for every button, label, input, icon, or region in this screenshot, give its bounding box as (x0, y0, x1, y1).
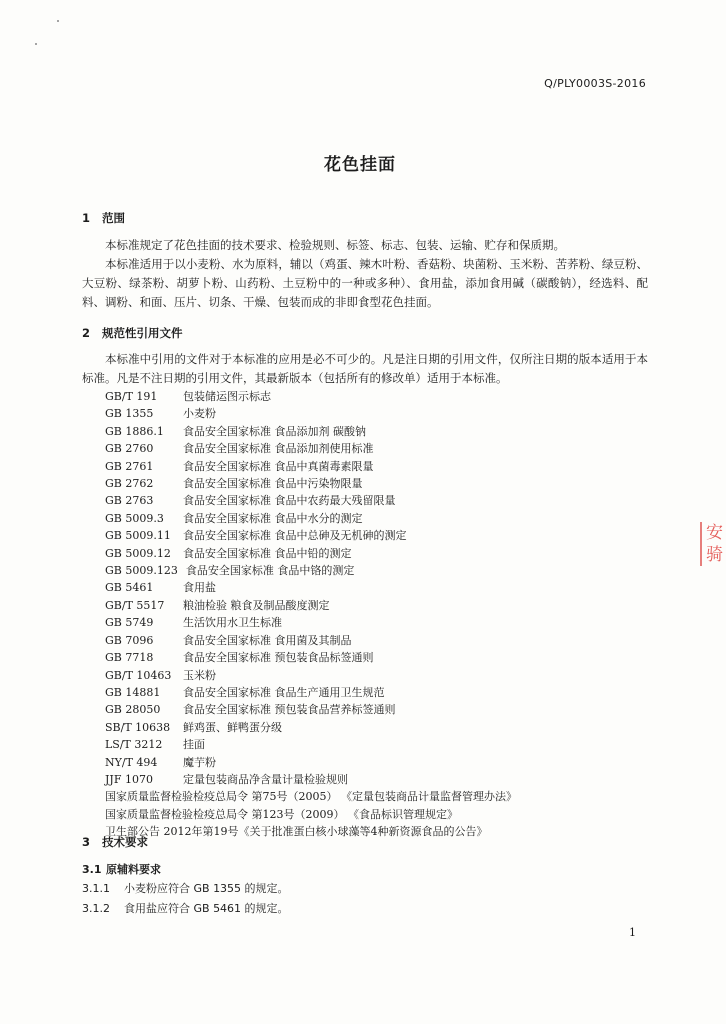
reference-code: NY/T 494 (105, 755, 158, 769)
reference-title: 食品安全国家标准 食品中铅的测定 (183, 546, 352, 560)
section-heading-2 (82, 325, 183, 341)
reference-code: GB 5009.11 (105, 529, 171, 543)
reference-title: 挂面 (183, 738, 205, 752)
reference-item (105, 423, 665, 440)
section-number: 2 (82, 326, 91, 340)
reference-item (105, 510, 665, 527)
section-title: 规范性引用文件 (102, 326, 183, 340)
reference-title: 魔芋粉 (183, 755, 216, 769)
reference-code: GB 5009.123 (105, 564, 178, 578)
reference-title: 食品安全国家标准 食品添加剂 碳酸钠 (183, 424, 366, 438)
section-number: 3 (82, 835, 91, 849)
reference-code: GB 5009.3 (105, 511, 164, 525)
scope-paragraph: 本标准适用于以小麦粉、水为原料，辅以（鸡蛋、辣木叶粉、香菇粉、块菌粉、玉米粉、苦荞粉、绿豆粉、大豆粉、绿茶粉、胡萝卜粉、山药粉、土豆粉中的一种或多种）、食用盐，添加食用碱（碳酸钠），经选料、配料、调粉、和面、压片、切条、干燥、包装而成的非即食型花色挂面。 (82, 257, 648, 309)
reference-code: GB 7718 (105, 651, 154, 665)
reference-title: 包装储运图示标志 (183, 390, 271, 403)
references-intro-text: 本标准中引用的文件对于本标准的应用是必不可少的。凡是注日期的引用文件，仅所注日期的版本适用于本标准。凡是不注日期的引用文件，其最新版本（包括所有的修改单）适用于本标准。 (82, 352, 648, 385)
reference-code: GB 5749 (105, 616, 154, 630)
reference-item (105, 614, 665, 631)
document-title: 花色挂面 (324, 155, 396, 175)
reference-item (105, 719, 665, 736)
reference-code: SB/T 10638 (105, 720, 171, 734)
subsection-number: 3.1.2 (82, 902, 110, 915)
reference-code: GB 2763 (105, 494, 154, 508)
reference-item (105, 527, 665, 544)
reference-code: GB 5009.12 (105, 546, 171, 560)
reference-item (105, 458, 665, 475)
scope-text (82, 236, 648, 312)
reference-item (105, 667, 665, 684)
reference-item (105, 771, 665, 788)
reference-code: GB 5461 (105, 581, 154, 595)
regulation-item: 卫生部公告 2012年第19号《关于批准蛋白核小球藻等4种新资源食品的公告》 (105, 825, 488, 839)
reference-code: LS/T 3212 (105, 738, 163, 752)
reference-item (105, 440, 665, 457)
subsection-3-1 (82, 861, 161, 877)
reference-item (105, 405, 665, 422)
reference-title: 食用盐 (183, 581, 216, 595)
reference-item (105, 388, 665, 405)
scan-speck (57, 20, 59, 22)
reference-item (105, 597, 665, 614)
reference-code: GB 1886.1 (105, 424, 164, 438)
seam-stamp (700, 522, 726, 566)
subsection-3-1-2 (82, 900, 289, 916)
regulation-item: 国家质量监督检验检疫总局令 第75号（2005） 《定量包装商品计量监督管理办法》 (105, 790, 517, 804)
section-title: 技术要求 (102, 835, 148, 849)
reference-item (105, 754, 665, 771)
reference-title: 食品安全国家标准 食品中水分的测定 (183, 511, 363, 525)
reference-title: 食品安全国家标准 食品添加剂使用标准 (183, 442, 374, 456)
reference-title: 食品安全国家标准 食品中污染物限量 (183, 477, 363, 491)
reference-item (105, 649, 665, 666)
reference-title: 食品安全国家标准 预包装食品营养标签通则 (183, 703, 396, 717)
reference-item (105, 736, 665, 753)
section-number: 1 (82, 211, 91, 225)
reference-title: 生活饮用水卫生标准 (183, 616, 282, 630)
reference-title: 小麦粉 (183, 407, 216, 421)
scope-paragraph: 本标准规定了花色挂面的技术要求、检验规则、标签、标志、包装、运输、贮存和保质期。 (105, 238, 565, 252)
reference-code: GB 2762 (105, 477, 154, 491)
reference-item (105, 632, 665, 649)
reference-code: GB 1355 (105, 407, 154, 421)
stamp-char: 骑 (706, 545, 723, 565)
subsection-text: 小麦粉应符合 GB 1355 的规定。 (124, 882, 289, 895)
stamp-char: 安 (706, 523, 723, 543)
reference-item (105, 475, 665, 492)
subsection-3-1-1 (82, 880, 289, 896)
reference-title: 食品安全国家标准 预包装食品标签通则 (183, 651, 374, 665)
references-intro (82, 350, 648, 388)
reference-title: 食品安全国家标准 食品生产通用卫生规范 (183, 685, 385, 699)
reference-title: 食品安全国家标准 食用菌及其制品 (183, 633, 352, 647)
reference-item (105, 684, 665, 701)
reference-item (105, 579, 665, 596)
reference-title: 食品安全国家标准 食品中铬的测定 (185, 564, 355, 578)
subsection-number: 3.1 (82, 863, 102, 876)
section-heading-1 (82, 210, 125, 226)
reference-title: 玉米粉 (183, 668, 216, 682)
reference-title: 鲜鸡蛋、鲜鸭蛋分级 (183, 720, 282, 734)
reference-item (105, 701, 665, 718)
reference-code: GB 14881 (105, 685, 161, 699)
reference-code: GB 2761 (105, 459, 154, 473)
reference-code: JJF 1070 (105, 772, 153, 786)
reference-code: GB 7096 (105, 633, 154, 647)
reference-item (105, 492, 665, 509)
reference-title: 粮油检验 粮食及制品酸度测定 (183, 598, 330, 612)
reference-code: GB/T 10463 (105, 668, 172, 682)
reference-title: 食品安全国家标准 食品中总砷及无机砷的测定 (183, 529, 407, 543)
scan-speck (35, 43, 37, 45)
reference-code: GB 2760 (105, 442, 154, 456)
section-heading-3 (82, 834, 148, 850)
subsection-text: 食用盐应符合 GB 5461 的规定。 (124, 902, 289, 915)
reference-title: 定量包装商品净含量计量检验规则 (183, 772, 348, 786)
reference-code: GB/T 191 (105, 390, 158, 403)
reference-code: GB 28050 (105, 703, 161, 717)
regulation-item: 国家质量监督检验检疫总局令 第123号（2009） 《食品标识管理规定》 (105, 807, 458, 821)
reference-item (105, 562, 665, 579)
page-number: 1 (629, 926, 636, 939)
reference-title: 食品安全国家标准 食品中真菌毒素限量 (183, 459, 374, 473)
section-title: 范围 (102, 211, 125, 225)
reference-code: GB/T 5517 (105, 598, 165, 612)
reference-item (105, 545, 665, 562)
subsection-text: 原辅料要求 (106, 863, 161, 876)
standard-code: Q/PLY0003S-2016 (544, 77, 646, 90)
references-list (105, 388, 665, 841)
subsection-number: 3.1.1 (82, 882, 110, 895)
reference-title: 食品安全国家标准 食品中农药最大残留限量 (183, 494, 396, 508)
